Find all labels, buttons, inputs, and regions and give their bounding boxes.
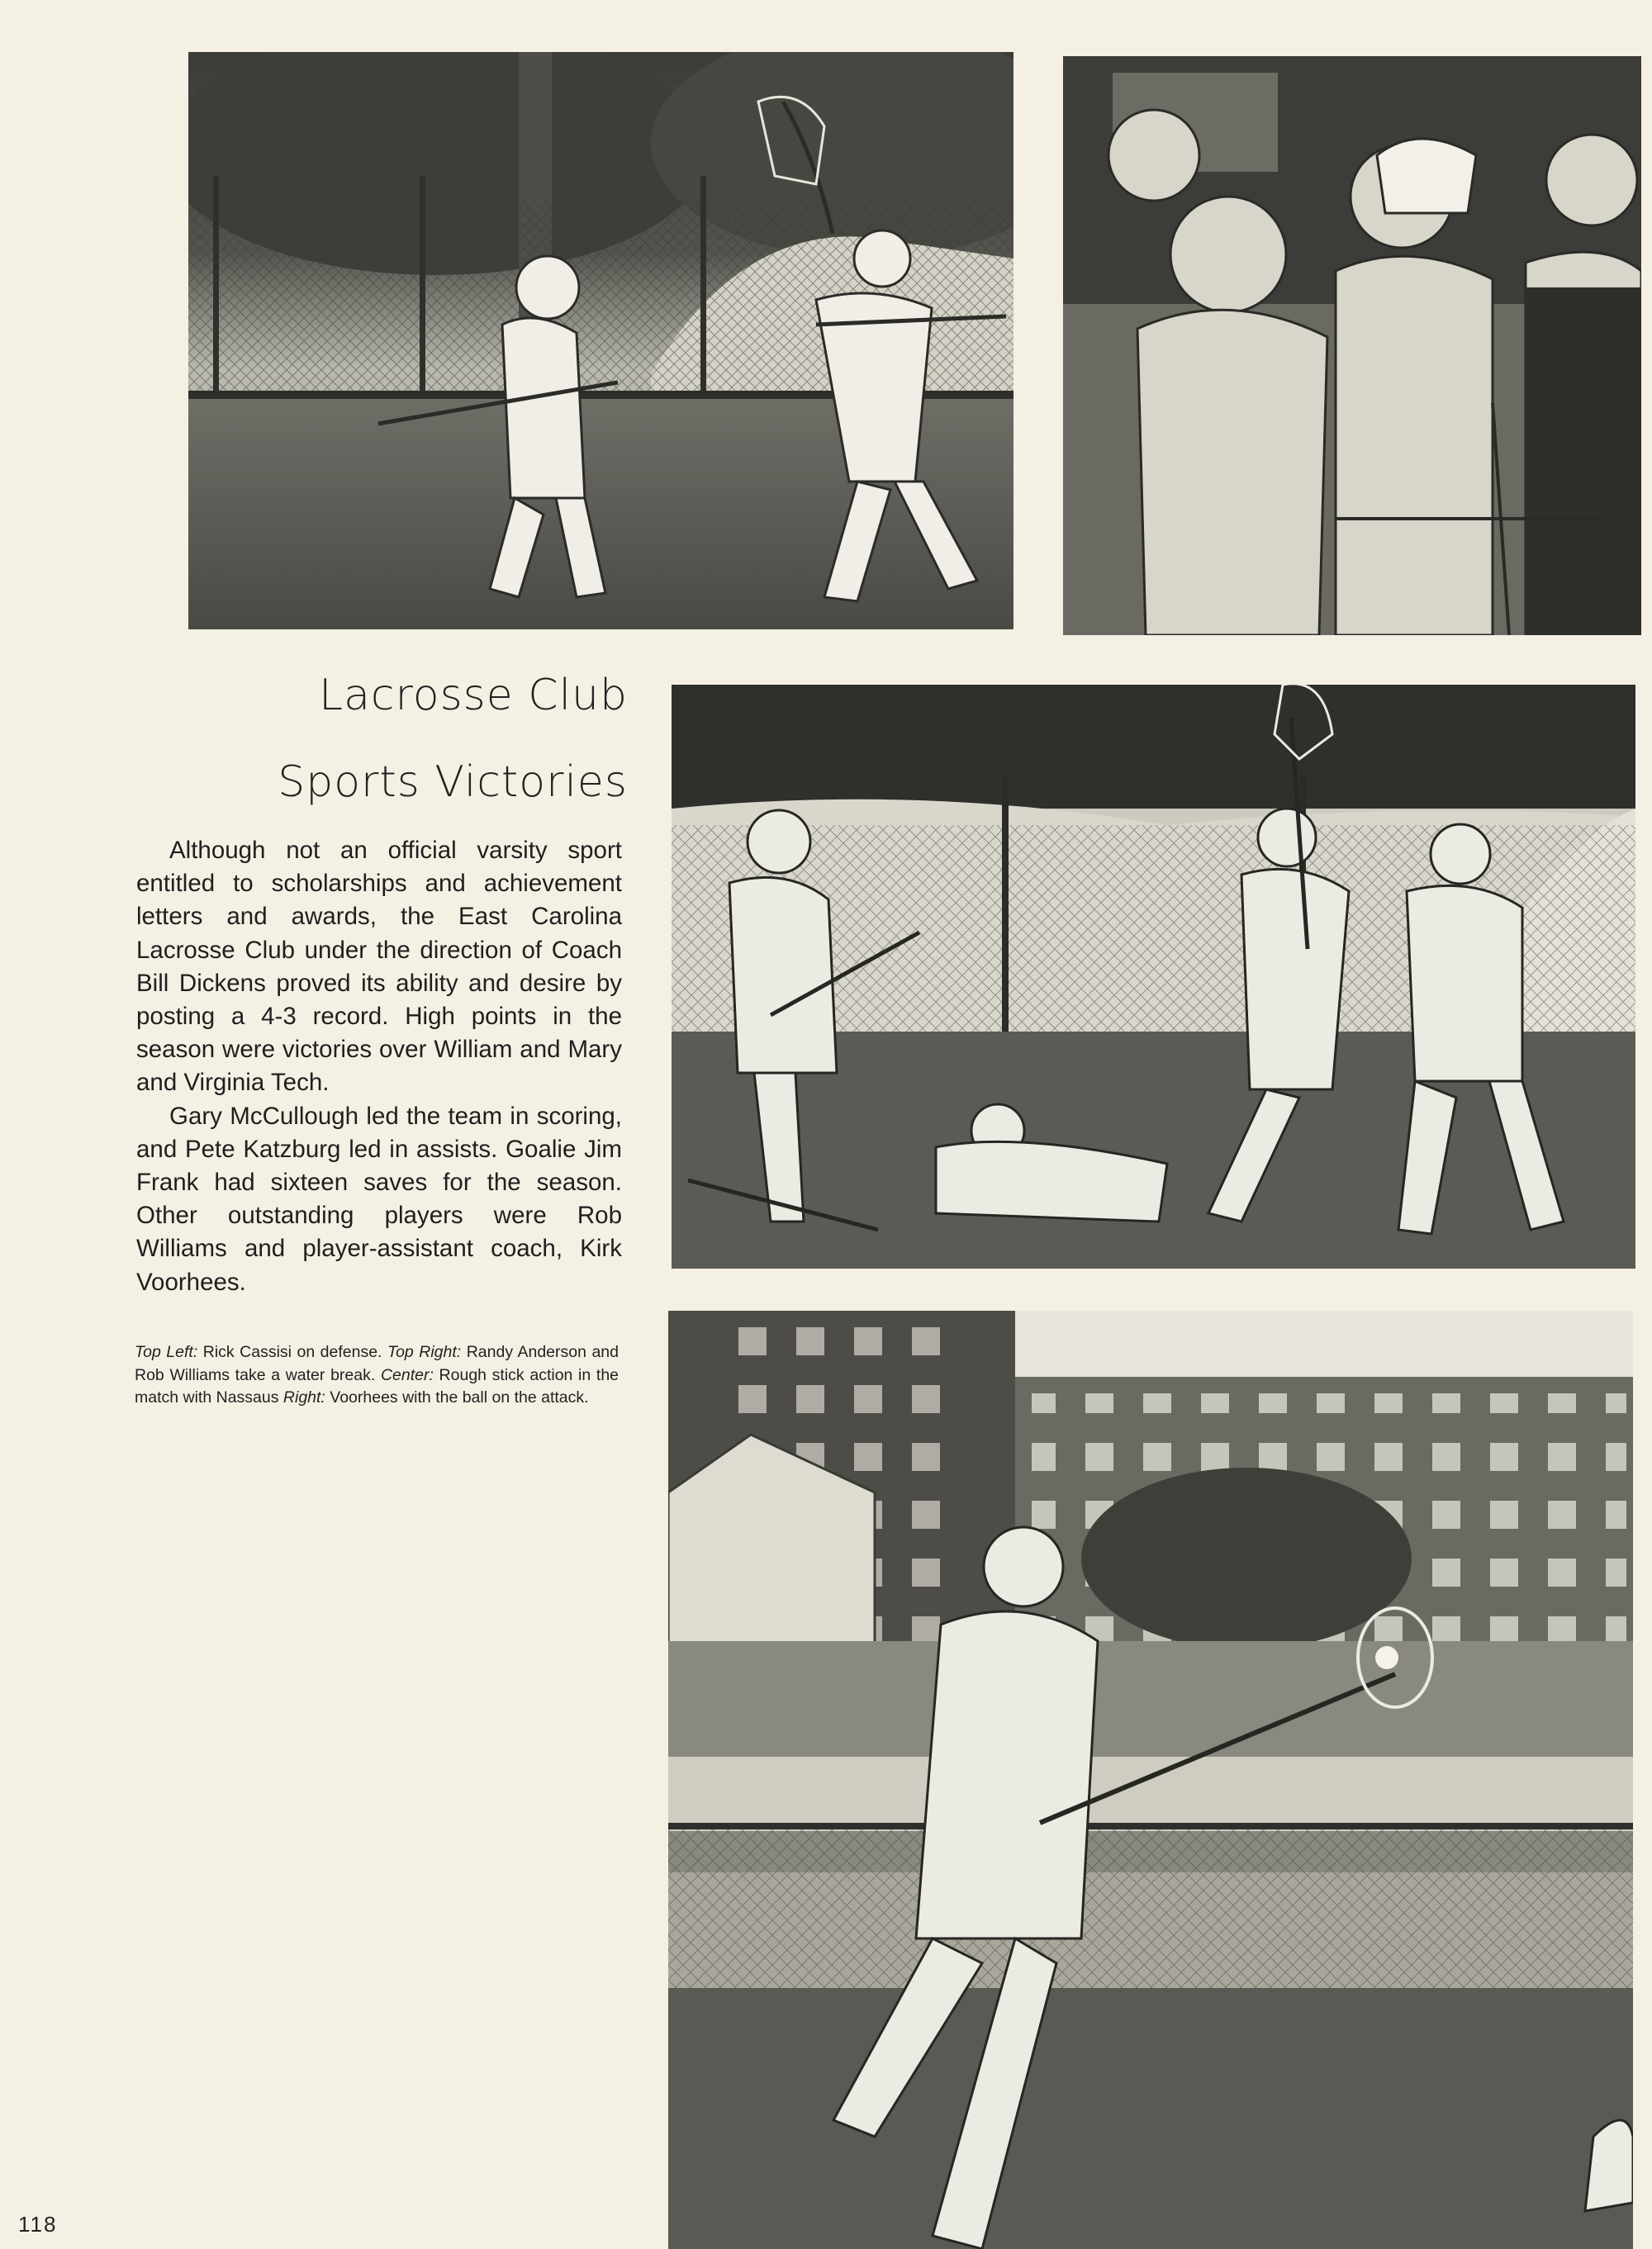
page-number: 118 bbox=[18, 2212, 58, 2237]
body-paragraph-2: Gary McCullough led the team in scoring, and Pete Katzburg led in assists. Goalie Jim Frank had sixteen saves for the season. Other outstanding players were Rob Williams and player-assistant coach, Kirk Voorhees. bbox=[136, 1102, 622, 1296]
caption-top-left-text: Rick Cassisi on defense. bbox=[197, 1343, 387, 1361]
photo-top-right bbox=[1063, 56, 1641, 635]
caption-top-right-label: Top Right: bbox=[387, 1343, 462, 1361]
caption-top-left-label: Top Left: bbox=[135, 1343, 198, 1361]
caption-top-right-text: Randy Anderson and Rob Williams take a water break. bbox=[135, 1343, 619, 1384]
caption-center-text: Rough stick action in the match with Nassaus bbox=[135, 1365, 620, 1407]
headline-line-1: Lacrosse Club bbox=[319, 671, 628, 720]
photo-stick-action-image bbox=[672, 685, 1635, 1269]
photo-bottom-right bbox=[668, 1311, 1633, 2249]
caption-right-text: Voorhees with the ball on the attack. bbox=[325, 1388, 589, 1407]
caption-center-label: Center: bbox=[380, 1365, 434, 1384]
body-paragraph-1: Although not an official varsity sport entitled to scholarships and achievement letters and awards, the East Carolina Lacrosse Club under the direction of Coach Bill Dickens proved its ability and desire by posting a 4-3 record. High points in the season were victories over William and Mary and Virginia Tech. bbox=[136, 837, 622, 1097]
photo-caption bbox=[135, 1341, 619, 1410]
photo-lacrosse-defense-image bbox=[188, 52, 1014, 629]
photo-attack-image bbox=[668, 1311, 1633, 2249]
article-body bbox=[136, 834, 622, 1299]
photo-top-left bbox=[188, 52, 1014, 629]
caption-right-label: Right: bbox=[282, 1388, 325, 1407]
photo-center bbox=[672, 685, 1635, 1269]
photo-water-break-image bbox=[1063, 56, 1641, 635]
headline-line-2: Sports Victories bbox=[278, 757, 628, 807]
